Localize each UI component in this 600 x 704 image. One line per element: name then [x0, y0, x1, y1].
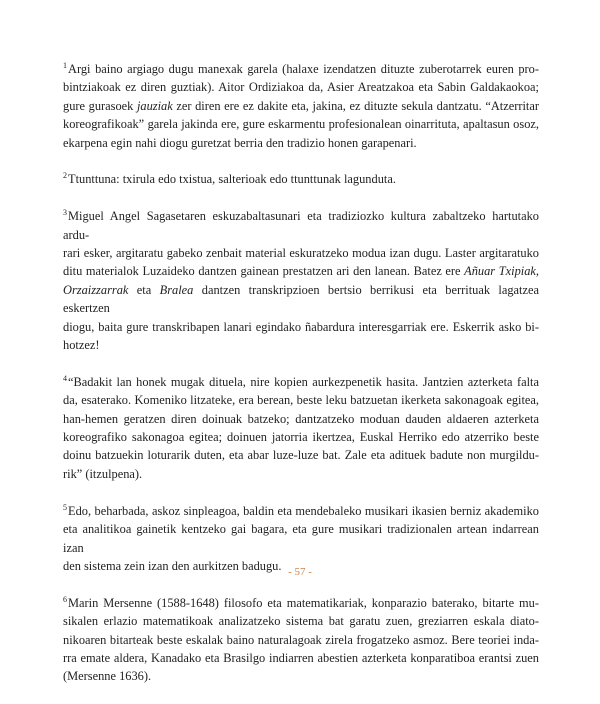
- footnote-line: [63, 281, 539, 318]
- footnote-text: Edo, beharbada, askoz sinpleagoa, baldin eta mendebaleko musikari ikasien berniz akademiko: [68, 503, 539, 518]
- footnote-text: ekarpena egin nahi diogu guretzat berria den tradizio honen garapenari.: [63, 135, 417, 150]
- footnote-number: 2: [63, 171, 67, 181]
- footnote-5: [63, 502, 539, 576]
- footnote-text: da, esaterako. Komeniko litzateke, era berean, beste leku batzuetan ikerketa sakonagoak egitea,: [63, 393, 539, 408]
- footnote-line: [63, 428, 539, 446]
- footnote-line: [63, 594, 539, 612]
- footnote-line: [63, 318, 539, 336]
- footnote-line: [63, 115, 539, 133]
- footnote-text: han-hemen geratzen diren doinuak batzeko; dantzatzeko moduan dauden aldaeren azterketa: [63, 411, 539, 426]
- italic-text: Bralea: [159, 282, 194, 297]
- footnote-number: 4: [63, 373, 67, 383]
- footnote-line: [63, 336, 539, 354]
- footnote-6: [63, 594, 539, 686]
- footnote-text: ditu materialok Luzaideko dantzen gainean prestatzen ari den lanean. Batez ere: [63, 264, 465, 279]
- footnote-text: zer diren ere ez dakite eta, jakina, ez dituzte sekula dantzatu. “Atzerritar: [172, 98, 539, 113]
- footnote-text: koreografikoak” garela jakinda ere, gure eskarmentu profesionalean oinarrituta, apaltasun osoz,: [63, 117, 539, 132]
- footnote-text: nikoaren bitarteak beste eskalak baino naturalagoak zirela frogatzeko asmoz. Bere teoriei inda-: [63, 632, 539, 647]
- footnote-line: [63, 502, 539, 520]
- footnotes-block: [63, 60, 539, 704]
- footnote-number: 3: [63, 208, 67, 218]
- footnote-text: sikalen erlazio matematikoak analizatzeko sistema bat garatu zuen, greziarren eskala diato-: [63, 614, 539, 629]
- footnote-text: eta analitikoa gainetik kentzeko gai bagara, eta gure musikari tradizionalen artean indarrean izan: [63, 522, 539, 555]
- footnote-line: [63, 78, 539, 96]
- footnote-line: [63, 262, 539, 280]
- page-number: - 57 -: [288, 566, 312, 578]
- footnote-line: [63, 391, 539, 409]
- footnote-line: [63, 410, 539, 428]
- footnote-text: bintziakoak ez diren guztiak). Aitor Ordiziakoa da, Asier Areatzakoa eta Sabin Galdakaokoa;: [63, 80, 539, 95]
- footnote-text: diogu, baita gure transkribapen lanari egindako ñabardura interesgarriak ere. Eskerrik asko bi-: [63, 319, 539, 334]
- footnote-4: [63, 373, 539, 483]
- italic-text: jauziak: [136, 98, 173, 113]
- footnote-number: 1: [63, 61, 67, 70]
- footnote-text: gure gurasoek: [63, 98, 137, 113]
- italic-text: Añuar Txipiak,: [464, 264, 539, 279]
- footnote-text: koreografiko sakonagoa egitea; doinuen jatorria ikertzea, Euskal Herriko edo atzerriko beste: [63, 430, 539, 445]
- footnote-text: dantzen transkripzioen bertsio berrikusi eta berrituak lagatzea eskertzen: [63, 282, 539, 316]
- footnote-1: [63, 60, 539, 152]
- footnote-text: “Badakit lan honek mugak dituela, nire kopien aurkezpenetik hasita. Jantzien azterketa falta: [68, 374, 539, 389]
- footnote-text: (Mersenne 1636).: [63, 669, 152, 684]
- footnote-line: [63, 520, 539, 557]
- footnote-text: rari esker, argitaratu gabeko zenbait material eskuratzeko modua izan dugu. Laster argitaratuko: [63, 246, 539, 261]
- footnote-line: [63, 446, 539, 464]
- footnote-text: rra emate aldera, Kanadako eta Brasilgo indiarren abestien azterketa konparatiboa erantsi zuen: [63, 650, 539, 665]
- footnote-line: [63, 649, 539, 667]
- footnote-line: [63, 170, 539, 188]
- footnote-line: [63, 207, 539, 244]
- footnote-text: Marin Mersenne (1588-1648) filosofo eta matematikariak, konparazio baterako, bitarte mu-: [68, 595, 539, 610]
- footnote-line: [63, 612, 539, 630]
- footnote-text: eta: [128, 282, 160, 297]
- footnote-number: 6: [63, 594, 67, 604]
- footnote-text: den sistema zein izan den aurkitzen badugu.: [63, 558, 282, 573]
- footnote-line: [63, 373, 539, 391]
- footnote-text: Miguel Angel Sagasetaren eskuzabaltasunari eta tradiziozko kultura zabaltzeko hartutako ardu-: [63, 209, 539, 242]
- footnote-line: [63, 667, 539, 685]
- footnote-text: Ttunttuna: txirula edo txistua, salterioak edo ttunttunak lagunduta.: [68, 172, 396, 187]
- footnote-number: 5: [63, 502, 67, 512]
- footnote-line: [63, 134, 539, 152]
- footnote-line: [63, 631, 539, 649]
- footnote-text: hotzez!: [63, 338, 100, 353]
- italic-text: Orzaizzarrak: [63, 282, 129, 297]
- footnote-line: [63, 244, 539, 262]
- footnote-2: [63, 170, 539, 188]
- footnote-3: [63, 207, 539, 354]
- footnote-line: [63, 60, 539, 78]
- footnote-text: rik” (itzulpena).: [63, 466, 143, 481]
- footnote-text: Argi baino argiago dugu manexak garela (halaxe izendatzen dituzte zuberotarrek euren pro-: [68, 62, 539, 76]
- footnote-line: [63, 465, 539, 483]
- footnote-text: doinu batzuekin loturarik duten, eta abar luze-luze bat. Zale eta adituek badute non murgildu-: [63, 448, 539, 463]
- footnote-line: [63, 97, 539, 115]
